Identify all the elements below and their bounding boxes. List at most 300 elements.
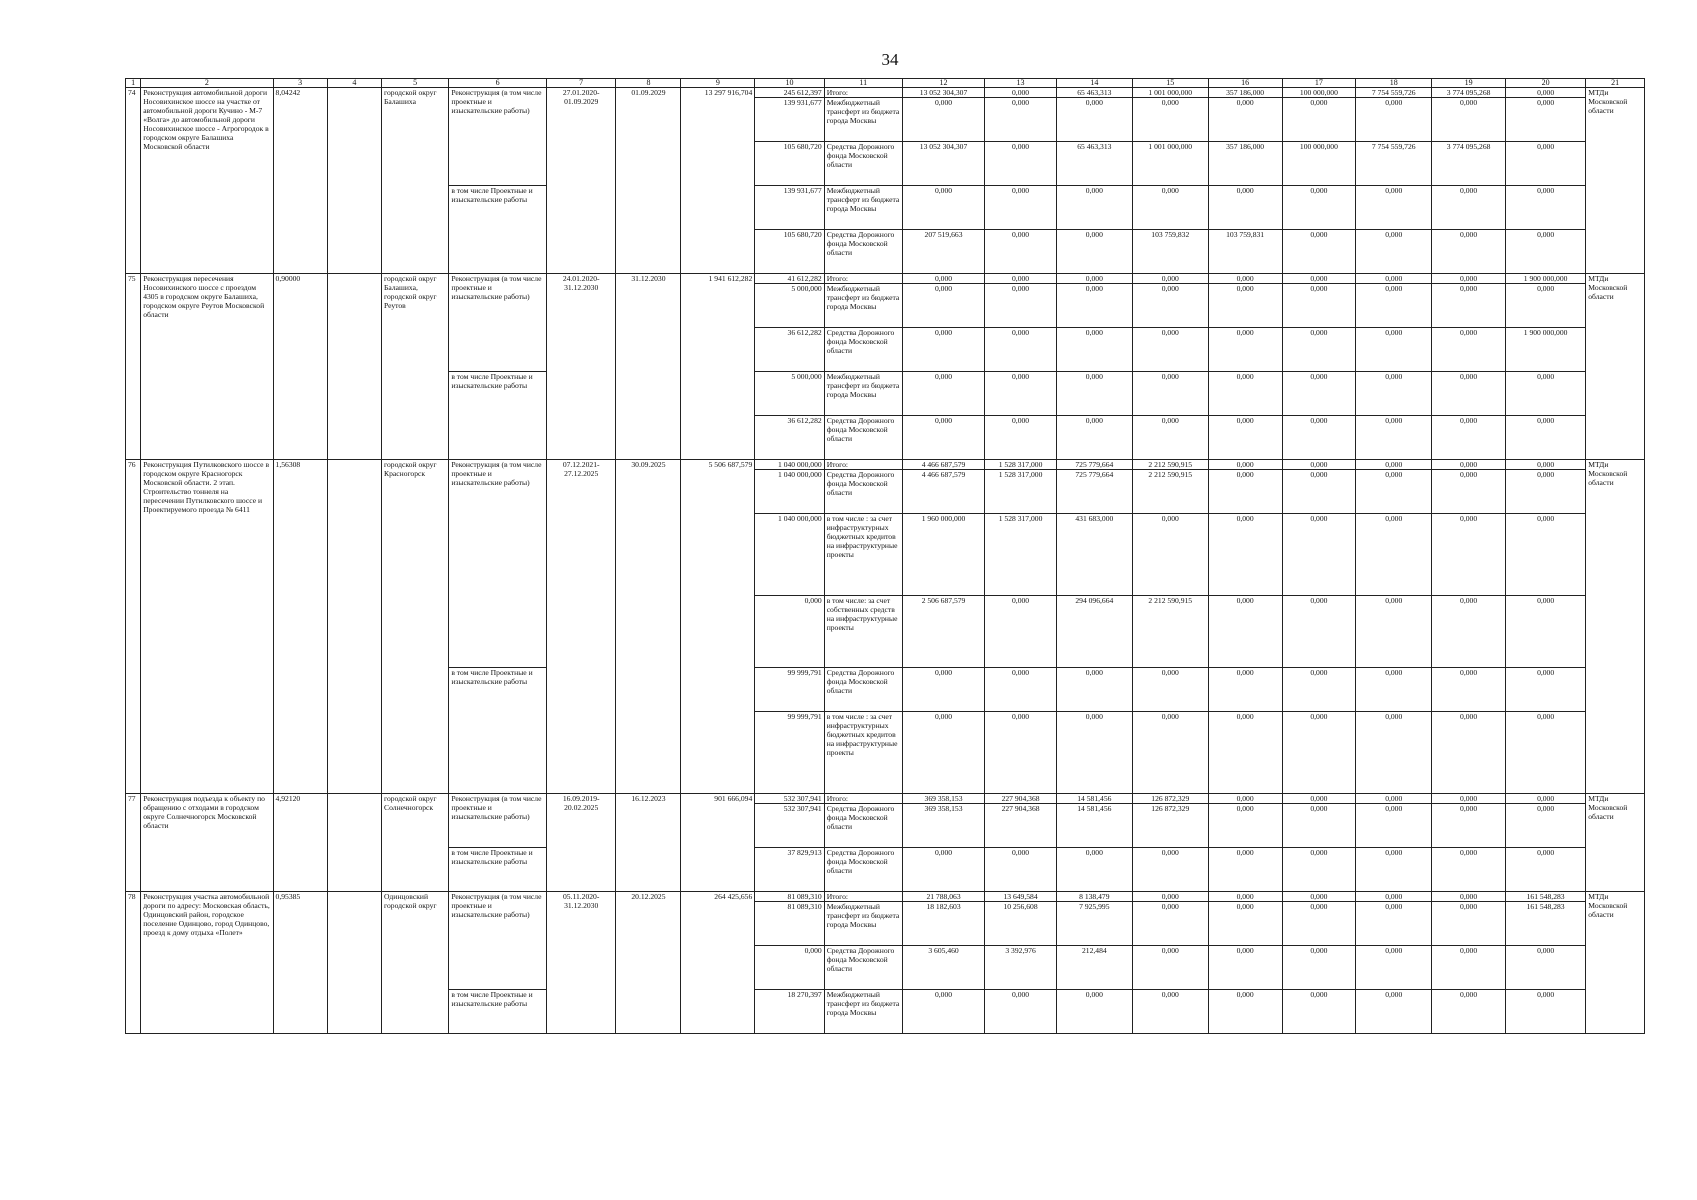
work-type-design: в том числе Проектные и изыскательские работы [449,990,547,1034]
year-amount: 0,000 [1432,284,1506,328]
year-amount: 0,000 [1432,848,1506,892]
work-dates: 07.12.2021-27.12.2025 [546,460,615,794]
district: городской округ Балашиха [382,88,449,274]
year-amount: 0,000 [1056,990,1132,1034]
year-amount: 8 138,479 [1056,892,1132,902]
year-amount: 0,000 [1505,460,1585,470]
year-amount: 0,000 [1356,712,1432,794]
year-amount: 0,000 [1282,596,1356,668]
year-amount: 0,000 [1356,990,1432,1034]
year-amount: 0,000 [1432,372,1506,416]
year-amount: 0,000 [1208,804,1282,848]
funded-amount: 245 612,397 [755,88,824,98]
object-name: Реконструкция подъезда к объекту по обращению с отходами в городском округе Солнечногорск Московской области [141,794,273,892]
year-amount: 0,000 [1132,668,1208,712]
year-amount: 0,000 [1505,990,1585,1034]
year-amount: 7 754 559,726 [1356,142,1432,186]
year-amount: 0,000 [1132,274,1208,284]
year-amount: 0,000 [1132,514,1208,596]
year-amount: 0,000 [1208,990,1282,1034]
year-amount: 4 466 687,579 [902,460,984,470]
year-amount: 0,000 [1132,990,1208,1034]
year-amount: 3 605,460 [902,946,984,990]
length-km: 0,90000 [273,274,327,460]
object-name: Реконструкция пересечения Носовихинского шоссе с проездом 4305 в городском округе Балашиха, городском округе Реутов Московской области [141,274,273,460]
funded-amount: 81 089,310 [755,892,824,902]
year-amount: 0,000 [1282,902,1356,946]
year-amount: 0,000 [1132,372,1208,416]
year-amount: 7 754 559,726 [1356,88,1432,98]
year-amount: 0,000 [1282,230,1356,274]
year-amount: 227 904,368 [985,794,1057,804]
year-amount: 0,000 [985,668,1057,712]
column-header: 5 [382,79,449,88]
year-amount: 126 872,329 [1132,804,1208,848]
year-amount: 0,000 [1356,230,1432,274]
year-amount: 0,000 [1056,848,1132,892]
year-amount: 431 683,000 [1056,514,1132,596]
year-amount: 1 900 000,000 [1505,274,1585,284]
year-amount: 0,000 [985,230,1057,274]
year-amount: 0,000 [1282,712,1356,794]
year-amount: 369 358,153 [902,804,984,848]
row-number: 78 [126,892,141,1034]
funding-source: Итого: [824,460,902,470]
table-row [126,88,1645,98]
row-number: 76 [126,460,141,794]
year-amount: 0,000 [902,372,984,416]
year-amount: 0,000 [985,284,1057,328]
work-type-design: в том числе Проектные и изыскательские работы [449,186,547,274]
year-amount: 0,000 [985,372,1057,416]
year-amount: 0,000 [1432,946,1506,990]
year-amount: 0,000 [1282,514,1356,596]
funding-source: Средства Дорожного фонда Московской области [824,804,902,848]
year-amount: 100 000,000 [1282,142,1356,186]
year-amount: 0,000 [902,668,984,712]
funded-amount: 36 612,282 [755,416,824,460]
year-amount: 0,000 [1282,848,1356,892]
year-amount: 227 904,368 [985,804,1057,848]
funded-amount: 81 089,310 [755,902,824,946]
year-amount: 0,000 [1356,186,1432,230]
year-amount: 0,000 [1056,668,1132,712]
year-amount: 0,000 [902,284,984,328]
year-amount: 357 186,000 [1208,142,1282,186]
year-amount: 0,000 [1432,596,1506,668]
row-number: 74 [126,88,141,274]
year-amount: 0,000 [1282,470,1356,514]
year-amount: 0,000 [1356,284,1432,328]
customer: МТДи Московской области [1586,892,1645,1034]
object-name: Реконструкция автомобильной дороги Носовихинское шоссе на участке от автомобильной дороги Кучино - М-7 «Волга» до автомобильной дороги Носовихинское шоссе - Агрогородок в городском округе Балашиха Московской области [141,88,273,274]
column-header: 9 [681,79,755,88]
year-amount: 0,000 [902,328,984,372]
year-amount: 0,000 [1208,372,1282,416]
year-amount: 2 212 590,915 [1132,460,1208,470]
year-amount: 207 519,663 [902,230,984,274]
year-amount: 0,000 [985,596,1057,668]
year-amount: 0,000 [1282,990,1356,1034]
year-amount: 0,000 [1432,274,1506,284]
funding-source: Средства Дорожного фонда Московской области [824,848,902,892]
year-amount: 0,000 [1505,668,1585,712]
year-amount: 0,000 [1356,416,1432,460]
year-amount: 0,000 [1282,98,1356,142]
year-amount: 0,000 [1432,98,1506,142]
funded-amount: 41 612,282 [755,274,824,284]
year-amount: 13 052 304,307 [902,88,984,98]
district: Одинцовский городской округ [382,892,449,1034]
year-amount: 0,000 [985,848,1057,892]
table-body [126,88,1645,1034]
funded-amount: 5 000,000 [755,372,824,416]
year-amount: 0,000 [985,98,1057,142]
year-amount: 1 528 317,000 [985,470,1057,514]
year-amount: 0,000 [985,416,1057,460]
year-amount: 0,000 [1356,794,1432,804]
year-amount: 3 392,976 [985,946,1057,990]
year-amount: 0,000 [902,416,984,460]
funding-source: Средства Дорожного фонда Московской области [824,946,902,990]
table-row [126,794,1645,804]
year-amount: 0,000 [1432,230,1506,274]
year-amount: 0,000 [1505,514,1585,596]
work-type: Реконструкция (в том числе проектные и изыскательские работы) [449,794,547,848]
year-amount: 0,000 [1505,416,1585,460]
funded-amount: 5 000,000 [755,284,824,328]
year-amount: 21 788,063 [902,892,984,902]
funding-source: Средства Дорожного фонда Московской области [824,470,902,514]
funding-source: Итого: [824,892,902,902]
year-amount: 0,000 [1208,460,1282,470]
year-amount: 725 779,664 [1056,470,1132,514]
year-amount: 0,000 [1208,416,1282,460]
column-header: 15 [1132,79,1208,88]
year-amount: 10 256,608 [985,902,1057,946]
end-date: 30.09.2025 [616,460,681,794]
year-amount: 0,000 [1056,274,1132,284]
empty-cell [327,460,381,794]
funded-amount: 0,000 [755,596,824,668]
year-amount: 0,000 [1132,892,1208,902]
work-dates: 16.09.2019-20.02.2025 [546,794,615,892]
empty-cell [327,88,381,274]
empty-cell [327,274,381,460]
year-amount: 0,000 [902,848,984,892]
row-number: 77 [126,794,141,892]
year-amount: 0,000 [1432,902,1506,946]
funded-amount: 105 680,720 [755,230,824,274]
work-type: Реконструкция (в том числе проектные и изыскательские работы) [449,274,547,372]
funding-source: Межбюджетный трансферт из бюджета города Москвы [824,284,902,328]
table-row [126,460,1645,470]
year-amount: 0,000 [1208,274,1282,284]
district: городской округ Балашиха, городской округ Реутов [382,274,449,460]
end-date: 16.12.2023 [616,794,681,892]
year-amount: 0,000 [1432,460,1506,470]
year-amount: 0,000 [1208,712,1282,794]
table-row [126,892,1645,902]
column-header: 3 [273,79,327,88]
customer: МТДи Московской области [1586,274,1645,460]
funding-source: Межбюджетный трансферт из бюджета города Москвы [824,990,902,1034]
year-amount: 0,000 [1282,328,1356,372]
funding-source: Итого: [824,794,902,804]
year-amount: 0,000 [1432,990,1506,1034]
funded-amount: 18 270,397 [755,990,824,1034]
year-amount: 0,000 [1356,460,1432,470]
funding-source: Средства Дорожного фонда Московской области [824,230,902,274]
year-amount: 3 774 095,268 [1432,142,1506,186]
year-amount: 0,000 [985,328,1057,372]
district: городской округ Солнечногорск [382,794,449,892]
year-amount: 0,000 [1432,186,1506,230]
year-amount: 0,000 [1356,372,1432,416]
year-amount: 0,000 [1356,274,1432,284]
year-amount: 0,000 [1282,372,1356,416]
year-amount: 0,000 [1208,98,1282,142]
year-amount: 0,000 [1505,804,1585,848]
year-amount: 0,000 [1505,186,1585,230]
year-amount: 0,000 [902,274,984,284]
funding-source: Средства Дорожного фонда Московской области [824,142,902,186]
year-amount: 0,000 [1056,186,1132,230]
year-amount: 1 528 317,000 [985,514,1057,596]
customer: МТДи Московской области [1586,460,1645,794]
year-amount: 0,000 [1356,668,1432,712]
year-amount: 0,000 [1356,804,1432,848]
year-amount: 65 463,313 [1056,142,1132,186]
year-amount: 161 548,283 [1505,902,1585,946]
district: городской округ Красногорск [382,460,449,794]
year-amount: 0,000 [1505,142,1585,186]
year-amount: 0,000 [1132,712,1208,794]
year-amount: 0,000 [1208,514,1282,596]
total-cost: 901 666,094 [681,794,755,892]
year-amount: 0,000 [1432,794,1506,804]
year-amount: 0,000 [1056,230,1132,274]
year-amount: 0,000 [1356,892,1432,902]
year-amount: 0,000 [1505,470,1585,514]
funded-amount: 139 931,677 [755,186,824,230]
year-amount: 0,000 [1056,328,1132,372]
year-amount: 0,000 [1356,946,1432,990]
year-amount: 0,000 [1432,416,1506,460]
funding-source: Межбюджетный трансферт из бюджета города Москвы [824,186,902,230]
year-amount: 1 001 000,000 [1132,88,1208,98]
year-amount: 0,000 [985,142,1057,186]
total-cost: 264 425,656 [681,892,755,1034]
funding-source: Межбюджетный трансферт из бюджета города Москвы [824,902,902,946]
funded-amount: 0,000 [755,946,824,990]
year-amount: 0,000 [1282,274,1356,284]
year-amount: 13 649,584 [985,892,1057,902]
year-amount: 0,000 [1132,186,1208,230]
year-amount: 0,000 [985,990,1057,1034]
year-amount: 0,000 [1282,186,1356,230]
end-date: 01.09.2029 [616,88,681,274]
year-amount: 0,000 [1208,794,1282,804]
row-number: 75 [126,274,141,460]
funding-source: в том числе : за счет инфраструктурных бюджетных кредитов на инфраструктурные проекты [824,514,902,596]
year-amount: 0,000 [1132,902,1208,946]
year-amount: 103 759,831 [1208,230,1282,274]
funding-source: Итого: [824,274,902,284]
work-dates: 05.11.2020-31.12.2030 [546,892,615,1034]
year-amount: 1 960 000,000 [902,514,984,596]
year-amount: 0,000 [1132,946,1208,990]
year-amount: 0,000 [1505,284,1585,328]
year-amount: 0,000 [1505,946,1585,990]
year-amount: 0,000 [1432,328,1506,372]
funding-source: в том числе: за счет собственных средств на инфраструктурные проекты [824,596,902,668]
funded-amount: 36 612,282 [755,328,824,372]
year-amount: 1 528 317,000 [985,460,1057,470]
column-header: 10 [755,79,824,88]
funded-amount: 1 040 000,000 [755,470,824,514]
year-amount: 0,000 [1356,328,1432,372]
length-km: 1,56308 [273,460,327,794]
column-header: 8 [616,79,681,88]
work-type-design: в том числе Проектные и изыскательские работы [449,372,547,460]
year-amount: 4 466 687,579 [902,470,984,514]
funding-source: Межбюджетный трансферт из бюджета города Москвы [824,372,902,416]
year-amount: 0,000 [1056,98,1132,142]
customer: МТДи Московской области [1586,794,1645,892]
funded-amount: 1 040 000,000 [755,514,824,596]
year-amount: 0,000 [1282,794,1356,804]
column-header: 21 [1586,79,1645,88]
column-header: 11 [824,79,902,88]
funded-amount: 532 307,941 [755,804,824,848]
year-amount: 0,000 [1282,804,1356,848]
year-amount: 7 925,995 [1056,902,1132,946]
year-amount: 0,000 [1132,284,1208,328]
work-type-design: в том числе Проектные и изыскательские работы [449,848,547,892]
page-number: 34 [881,50,899,69]
total-cost: 1 941 612,282 [681,274,755,460]
year-amount: 0,000 [1208,946,1282,990]
funded-amount: 105 680,720 [755,142,824,186]
funded-amount: 99 999,791 [755,668,824,712]
year-amount: 3 774 095,268 [1432,88,1506,98]
length-km: 0,95385 [273,892,327,1034]
funding-source: Итого: [824,88,902,98]
year-amount: 357 186,000 [1208,88,1282,98]
year-amount: 0,000 [1132,416,1208,460]
column-header: 7 [546,79,615,88]
year-amount: 0,000 [1505,230,1585,274]
budget-table-sheet [125,78,1645,1034]
year-amount: 725 779,664 [1056,460,1132,470]
column-header: 14 [1056,79,1132,88]
total-cost: 13 297 916,704 [681,88,755,274]
year-amount: 0,000 [1208,902,1282,946]
column-header: 12 [902,79,984,88]
object-name: Реконструкция Путилковского шоссе в городском округе Красногорск Московской области. 2 этап. Строительство тоннеля на пересечении Путилковского шоссе и Проектируемого проезда № 6411 [141,460,273,794]
object-name: Реконструкция участка автомобильной дороги по адресу: Московская область, Одинцовский район, городское поселение Одинцово, город Одинцово, проезд к дому отдыха «Полет» [141,892,273,1034]
year-amount: 0,000 [1432,514,1506,596]
length-km: 4,92120 [273,794,327,892]
year-amount: 0,000 [1356,470,1432,514]
year-amount: 0,000 [1432,892,1506,902]
column-header: 1 [126,79,141,88]
funding-source: Средства Дорожного фонда Московской области [824,416,902,460]
column-number-row [126,79,1645,88]
year-amount: 0,000 [1132,848,1208,892]
year-amount: 65 463,313 [1056,88,1132,98]
year-amount: 0,000 [1282,460,1356,470]
year-amount: 14 581,456 [1056,794,1132,804]
year-amount: 0,000 [1432,712,1506,794]
customer: МТДи Московской области [1586,88,1645,274]
year-amount: 0,000 [1282,892,1356,902]
year-amount: 0,000 [1056,284,1132,328]
column-header: 17 [1282,79,1356,88]
empty-cell [327,794,381,892]
year-amount: 294 096,664 [1056,596,1132,668]
year-amount: 0,000 [1056,372,1132,416]
year-amount: 0,000 [1132,328,1208,372]
budget-table [125,78,1645,1034]
funded-amount: 99 999,791 [755,712,824,794]
work-dates: 24.01.2020-31.12.2030 [546,274,615,460]
funding-source: Средства Дорожного фонда Московской области [824,668,902,712]
year-amount: 103 759,832 [1132,230,1208,274]
column-header: 13 [985,79,1057,88]
year-amount: 0,000 [985,712,1057,794]
year-amount: 0,000 [1356,514,1432,596]
year-amount: 2 212 590,915 [1132,596,1208,668]
year-amount: 0,000 [1505,794,1585,804]
year-amount: 0,000 [1505,712,1585,794]
year-amount: 0,000 [1208,848,1282,892]
year-amount: 0,000 [1356,98,1432,142]
year-amount: 0,000 [1505,848,1585,892]
column-header: 6 [449,79,547,88]
year-amount: 0,000 [1356,596,1432,668]
year-amount: 0,000 [1208,186,1282,230]
year-amount: 0,000 [1056,416,1132,460]
year-amount: 100 000,000 [1282,88,1356,98]
funded-amount: 139 931,677 [755,98,824,142]
year-amount: 0,000 [1505,98,1585,142]
year-amount: 0,000 [902,990,984,1034]
year-amount: 0,000 [1505,372,1585,416]
year-amount: 0,000 [1282,284,1356,328]
work-dates: 27.01.2020-01.09.2029 [546,88,615,274]
year-amount: 0,000 [1432,804,1506,848]
year-amount: 14 581,456 [1056,804,1132,848]
year-amount: 0,000 [1432,470,1506,514]
column-header: 18 [1356,79,1432,88]
work-type: Реконструкция (в том числе проектные и изыскательские работы) [449,892,547,990]
year-amount: 2 212 590,915 [1132,470,1208,514]
funded-amount: 532 307,941 [755,794,824,804]
year-amount: 18 182,603 [902,902,984,946]
year-amount: 0,000 [1432,668,1506,712]
year-amount: 1 900 000,000 [1505,328,1585,372]
year-amount: 0,000 [1282,668,1356,712]
year-amount: 0,000 [1056,712,1132,794]
column-header: 19 [1432,79,1506,88]
total-cost: 5 506 687,579 [681,460,755,794]
work-type: Реконструкция (в том числе проектные и изыскательские работы) [449,88,547,186]
length-km: 8,04242 [273,88,327,274]
work-type-design: в том числе Проектные и изыскательские работы [449,668,547,794]
year-amount: 0,000 [902,98,984,142]
